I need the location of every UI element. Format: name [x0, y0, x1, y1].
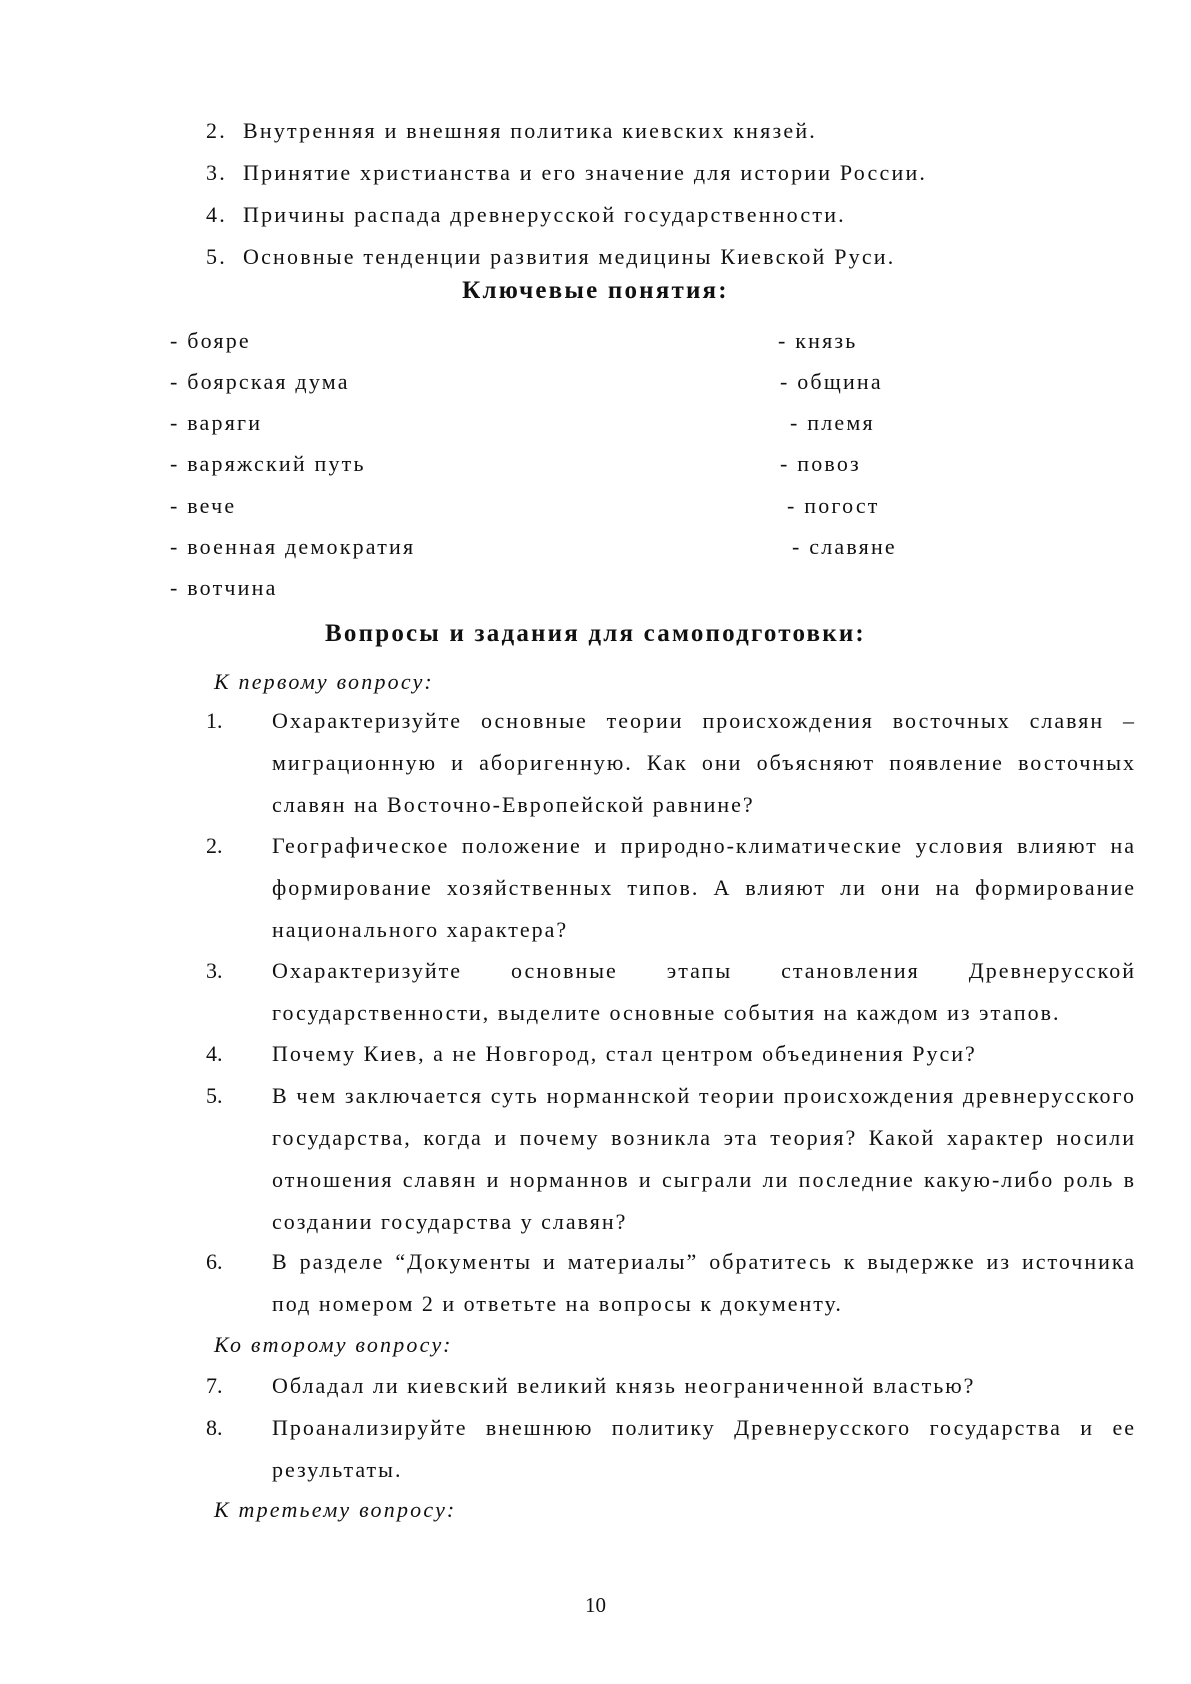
list-item — [206, 194, 1106, 236]
question-item — [206, 700, 1136, 826]
question-text: В разделе “Документы и материалы” обратитесь к выдержке из источника под номером 2 и ответьте на вопросы к документу. — [272, 1249, 1136, 1316]
question-number: 5. — [206, 1083, 223, 1108]
question-item — [206, 1365, 1136, 1407]
key-terms-heading: Ключевые понятия: — [462, 277, 729, 304]
list-item — [206, 152, 1106, 194]
term-right: - погост — [787, 493, 880, 518]
term-right: - повоз — [780, 451, 861, 476]
question-text: Обладал ли киевский великий князь неограниченной властью? — [272, 1373, 976, 1398]
list-item-number: 4. — [206, 202, 227, 227]
question-number: 8. — [206, 1415, 223, 1440]
question-text: Проанализируйте внешнюю политику Древнерусского государства и ее результаты. — [272, 1415, 1136, 1482]
question-number: 7. — [206, 1373, 223, 1398]
question-text: Почему Киев, а не Новгород, стал центром объединения Руси? — [272, 1041, 977, 1066]
question-text: Географическое положение и природно-климатические условия влияют на формирование хозяйственных типов. А влияют ли они на формирование национального характера? — [272, 833, 1136, 942]
question-number: 2. — [206, 833, 223, 858]
question-number: 3. — [206, 958, 223, 983]
list-item — [206, 236, 1106, 278]
term-left: - вотчина — [170, 575, 278, 600]
list-item-text: Причины распада древнерусской государственности. — [243, 202, 846, 227]
section-label: К третьему вопросу: — [214, 1497, 457, 1522]
list-item-number: 2. — [206, 118, 227, 143]
list-item-text: Внутренняя и внешняя политика киевских князей. — [243, 118, 817, 143]
list-item — [206, 110, 1106, 152]
topic-list — [206, 110, 1106, 278]
question-item — [206, 950, 1136, 1034]
question-number: 6. — [206, 1249, 223, 1274]
question-item — [206, 1407, 1136, 1491]
question-text: Охарактеризуйте основные этапы становления Древнерусской государственности, выделите основные события на каждом из этапов. — [272, 958, 1136, 1025]
term-left: - варяги — [170, 410, 263, 435]
list-item-text: Принятие христианства и его значение для истории России. — [243, 160, 928, 185]
question-text: Охарактеризуйте основные теории происхождения восточных славян – миграционную и аборигенную. Как они объясняют появление восточных славян на Восточно-Европейской равнине? — [272, 708, 1136, 817]
page-number: 10 — [585, 1593, 606, 1617]
term-right: - славяне — [792, 534, 897, 559]
term-left: - бояре — [170, 328, 251, 353]
question-item — [206, 1075, 1136, 1243]
list-item-number: 3. — [206, 160, 227, 185]
question-item — [206, 1241, 1136, 1325]
term-right: - община — [780, 369, 883, 394]
term-left: - варяжский путь — [170, 451, 366, 476]
term-left: - военная демократия — [170, 534, 416, 559]
term-left: - боярская дума — [170, 369, 350, 394]
list-item-number: 5. — [206, 244, 227, 269]
question-item — [206, 1033, 1136, 1075]
question-text: В чем заключается суть норманнской теории происхождения древнерусского государства, когда и почему возникла эта теория? Какой характер носили отношения славян и норманнов и сыграли ли последние какую-либо роль в создании государства у славян? — [272, 1083, 1136, 1234]
section-label: К первому вопросу: — [214, 669, 434, 694]
questions-heading: Вопросы и задания для самоподготовки: — [325, 620, 866, 647]
list-item-text: Основные тенденции развития медицины Киевской Руси. — [243, 244, 896, 269]
question-number: 4. — [206, 1041, 223, 1066]
term-right: - князь — [778, 328, 858, 353]
section-label: Ко второму вопросу: — [214, 1332, 453, 1357]
question-item — [206, 825, 1136, 951]
term-left: - вече — [170, 493, 237, 518]
question-number: 1. — [206, 708, 223, 733]
term-right: - племя — [790, 410, 875, 435]
